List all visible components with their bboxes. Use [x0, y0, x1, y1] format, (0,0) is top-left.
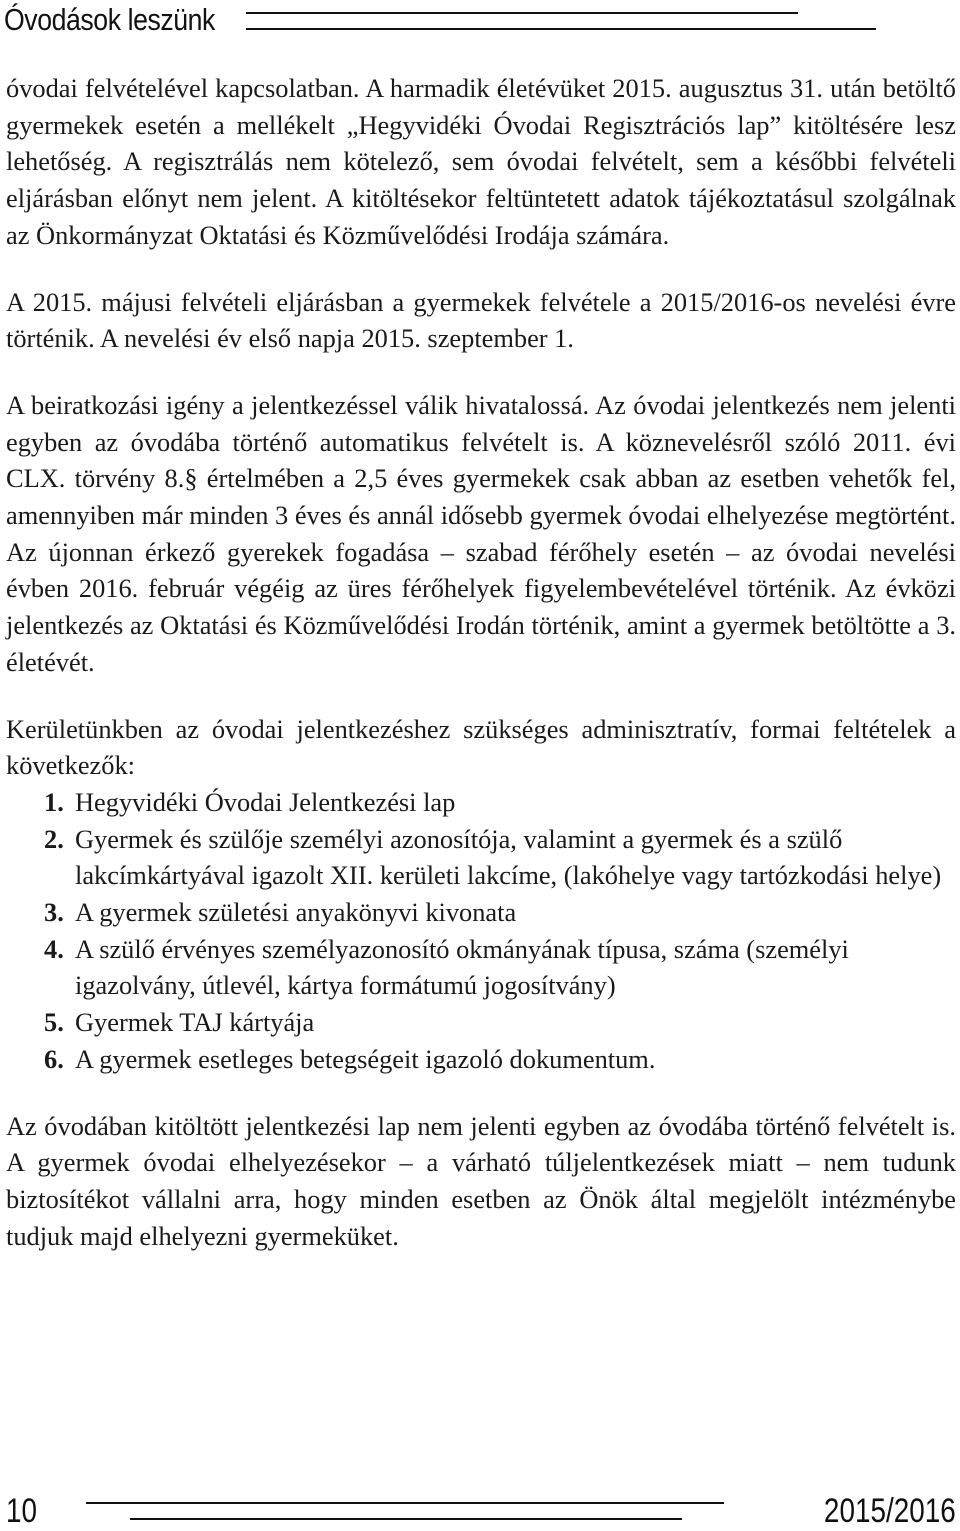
paragraph-registration: óvodai felvételével kapcsolatban. A harmadik életévüket 2015. augusztus 31. után betöltő gyermekek esetén a mellékelt „Hegyvidéki Óvodai Regisztrációs lap” kitöltésére lesz lehetőség. A regisztrálás nem kötelező, sem óvodai felvételt, sem a későbbi felvételi eljárásban előnyt nem jelent. A kitöltésekor feltüntetett adatok tájékoztatásul szolgálnak az Önkormányzat Oktatási és Közművelődési Irodája számára.: [6, 73, 956, 250]
list-item-number: 6.: [44, 1043, 64, 1074]
article-body: [6, 70, 956, 1254]
list-item: [6, 1004, 956, 1041]
page-footer: [0, 1478, 960, 1531]
header-rule-bottom: [246, 28, 876, 30]
list-item: [6, 1041, 956, 1078]
paragraph-enrollment: A beiratkozási igény a jelentkezéssel válik hivatalossá. Az óvodai jelentkezés nem jelenti egyben az óvodába történő automatikus felvételt is. A köznevelésről szóló 2011. évi CLX. törvény 8.§ értelmében a 2,5 éves gyermekek csak abban az esetben vehetők fel, amennyiben már minden 3 éves és annál idősebb gyermek óvodai elhelyezése megtörtént. Az újonnan érkező gyerekek fogadása – szabad férőhely esetén – az óvodai nevelési évben 2016. február végéig az üres férőhelyek figyelembevételével történik. Az évközi jelentkezés az Oktatási és Közművelődési Irodán történik, amint a gyermek betöltötte a 3. életévét.: [6, 389, 956, 677]
list-item: [6, 821, 956, 894]
list-item: [6, 931, 956, 1004]
header-rule-top: [246, 12, 798, 14]
list-item: [6, 784, 956, 821]
list-item-text: Gyermek és szülője személyi azonosítója, valamint a gyermek és a szülő lakcímkártyával igazolt XII. kerületi lakcíme, (lakóhelye vagy tartózkodási helye): [75, 823, 942, 891]
list-item-text: Hegyvidéki Óvodai Jelentkezési lap: [75, 786, 456, 817]
footer-rule-top: [86, 1502, 724, 1504]
school-year: 2015/2016: [824, 1492, 956, 1530]
page-header: [0, 0, 960, 50]
list-item-text: A gyermek esetleges betegségeit igazoló dokumentum.: [75, 1043, 656, 1074]
list-item-text: A gyermek születési anyakönyvi kivonata: [75, 897, 517, 928]
page-number: 10: [6, 1492, 38, 1530]
footer-rule-bottom: [130, 1518, 682, 1520]
list-item-number: 4.: [44, 933, 64, 964]
list-item-number: 1.: [44, 786, 64, 817]
list-item: [6, 894, 956, 931]
running-title: Óvodások leszünk: [4, 2, 215, 37]
list-item-text: Gyermek TAJ kártyája: [75, 1007, 315, 1038]
requirements-list: [6, 784, 956, 1078]
paragraph-admission-date: A 2015. májusi felvételi eljárásban a gyermekek felvétele a 2015/2016-os nevelési évre történik. A nevelési év első napja 2015. szeptember 1.: [6, 286, 956, 354]
paragraph-requirements-intro: Kerületünkben az óvodai jelentkezéshez szükséges adminisztratív, formai feltételek a következők:: [6, 713, 956, 781]
list-item-number: 2.: [44, 823, 64, 854]
list-item-text: A szülő érvényes személyazonosító okmányának típusa, száma (személyi igazolvány, útlevél, kártya formátumú jogosítvány): [75, 933, 849, 1001]
list-item-number: 5.: [44, 1007, 64, 1038]
paragraph-disclaimer: Az óvodában kitöltött jelentkezési lap nem jelenti egyben az óvodába történő felvételt is. A gyermek óvodai elhelyezésekor – a várható túljelentkezések miatt – nem tudunk biztosítékot vállalni arra, hogy minden esetben az Önök által megjelölt intézménybe tudjuk majd elhelyezni gyermeküket.: [6, 1110, 956, 1251]
list-item-number: 3.: [44, 897, 64, 928]
